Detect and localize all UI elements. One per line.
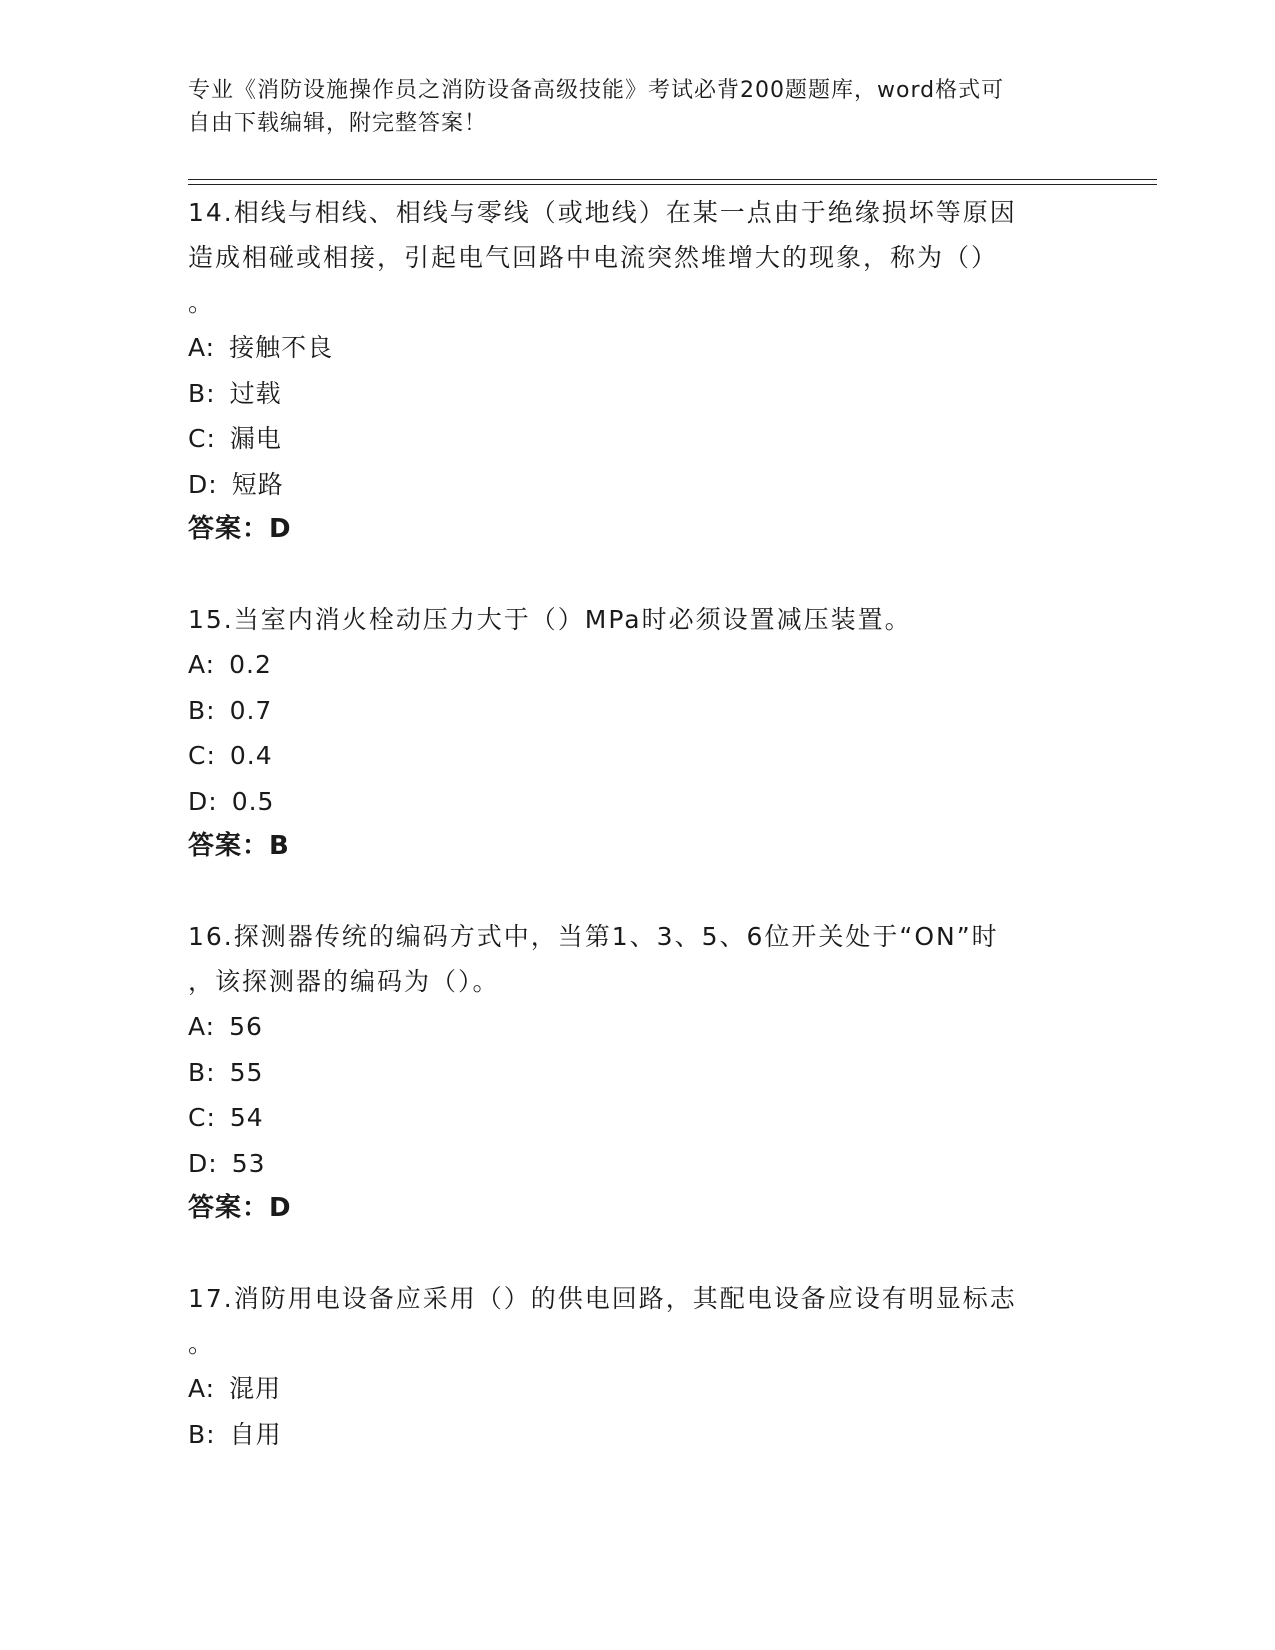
- question-text-line: 。: [188, 1329, 216, 1358]
- option-label: A:: [188, 333, 216, 362]
- header-line-2: 自由下载编辑，附完整答案！: [188, 111, 488, 136]
- option-d: [188, 779, 1088, 825]
- option-text: 0.5: [231, 786, 275, 816]
- option-text: 混用: [229, 1374, 282, 1403]
- option-text: 53: [231, 1148, 266, 1178]
- option-label: C:: [188, 741, 216, 770]
- option-label: D:: [188, 1148, 218, 1178]
- question-17: [188, 1276, 1088, 1457]
- option-label: B:: [188, 695, 216, 725]
- option-text: 0.2: [229, 650, 272, 679]
- option-label: B:: [188, 378, 216, 408]
- option-text: 自用: [229, 1419, 282, 1449]
- question-text-line: 。: [188, 288, 216, 317]
- option-label: B:: [188, 1419, 216, 1449]
- option-label: C:: [188, 424, 216, 453]
- option-text: 56: [229, 1012, 263, 1041]
- option-label: B:: [188, 1057, 216, 1087]
- option-a: [188, 642, 1088, 688]
- option-c: [188, 733, 1088, 779]
- option-b: [188, 688, 1088, 734]
- option-text: 0.4: [229, 741, 273, 770]
- answer: 答案：D: [188, 514, 292, 544]
- question-16: [188, 914, 1088, 1231]
- option-text: 0.7: [229, 695, 273, 725]
- option-label: D:: [188, 786, 218, 816]
- option-text: 接触不良: [229, 333, 334, 362]
- option-a: [188, 1366, 1088, 1412]
- option-label: C:: [188, 1103, 216, 1132]
- option-a: [188, 325, 1088, 371]
- option-text: 漏电: [229, 424, 282, 453]
- option-label: A:: [188, 1012, 216, 1041]
- question-list: [188, 190, 1088, 1457]
- answer: 答案：D: [188, 1193, 292, 1223]
- option-c: [188, 416, 1088, 462]
- header-line-1: 专业《消防设施操作员之消防设备高级技能》考试必背200题题库，word格式可: [188, 78, 1005, 103]
- question-text-line: ，该探测器的编码为（）。: [188, 967, 500, 996]
- option-a: [188, 1004, 1088, 1050]
- option-c: [188, 1095, 1088, 1141]
- option-d: [188, 1141, 1088, 1187]
- question-text-line: 15.当室内消火栓动压力大于（）MPa时必须设置减压装置。: [188, 605, 912, 634]
- option-text: 54: [229, 1103, 264, 1132]
- question-text-line: 14.相线与相线、相线与零线（或地线）在某一点由于绝缘损坏等原因: [188, 198, 1017, 227]
- option-text: 55: [229, 1057, 264, 1087]
- option-label: D:: [188, 469, 218, 499]
- option-label: A:: [188, 650, 216, 679]
- option-b: [188, 1412, 1088, 1458]
- header-divider-bottom: [188, 184, 1157, 185]
- question-text-line: 造成相碰或相接，引起电气回路中电流突然堆增大的现象，称为（）: [188, 243, 999, 272]
- answer: 答案：B: [188, 831, 290, 861]
- question-15: [188, 597, 1088, 869]
- question-spacer: [188, 552, 1088, 597]
- document-header: [188, 74, 1088, 140]
- question-spacer: [188, 869, 1088, 914]
- header-divider-top: [188, 179, 1157, 180]
- question-text-line: 16.探测器传统的编码方式中，当第1、3、5、6位开关处于“ON”时: [188, 922, 999, 951]
- option-text: 过载: [229, 378, 282, 408]
- question-spacer: [188, 1231, 1088, 1276]
- question-14: [188, 190, 1088, 552]
- option-label: A:: [188, 1374, 216, 1403]
- question-text-line: 17.消防用电设备应采用（）的供电回路，其配电设备应设有明显标志: [188, 1284, 1017, 1313]
- option-b: [188, 371, 1088, 417]
- option-b: [188, 1050, 1088, 1096]
- option-text: 短路: [231, 469, 284, 499]
- option-d: [188, 462, 1088, 508]
